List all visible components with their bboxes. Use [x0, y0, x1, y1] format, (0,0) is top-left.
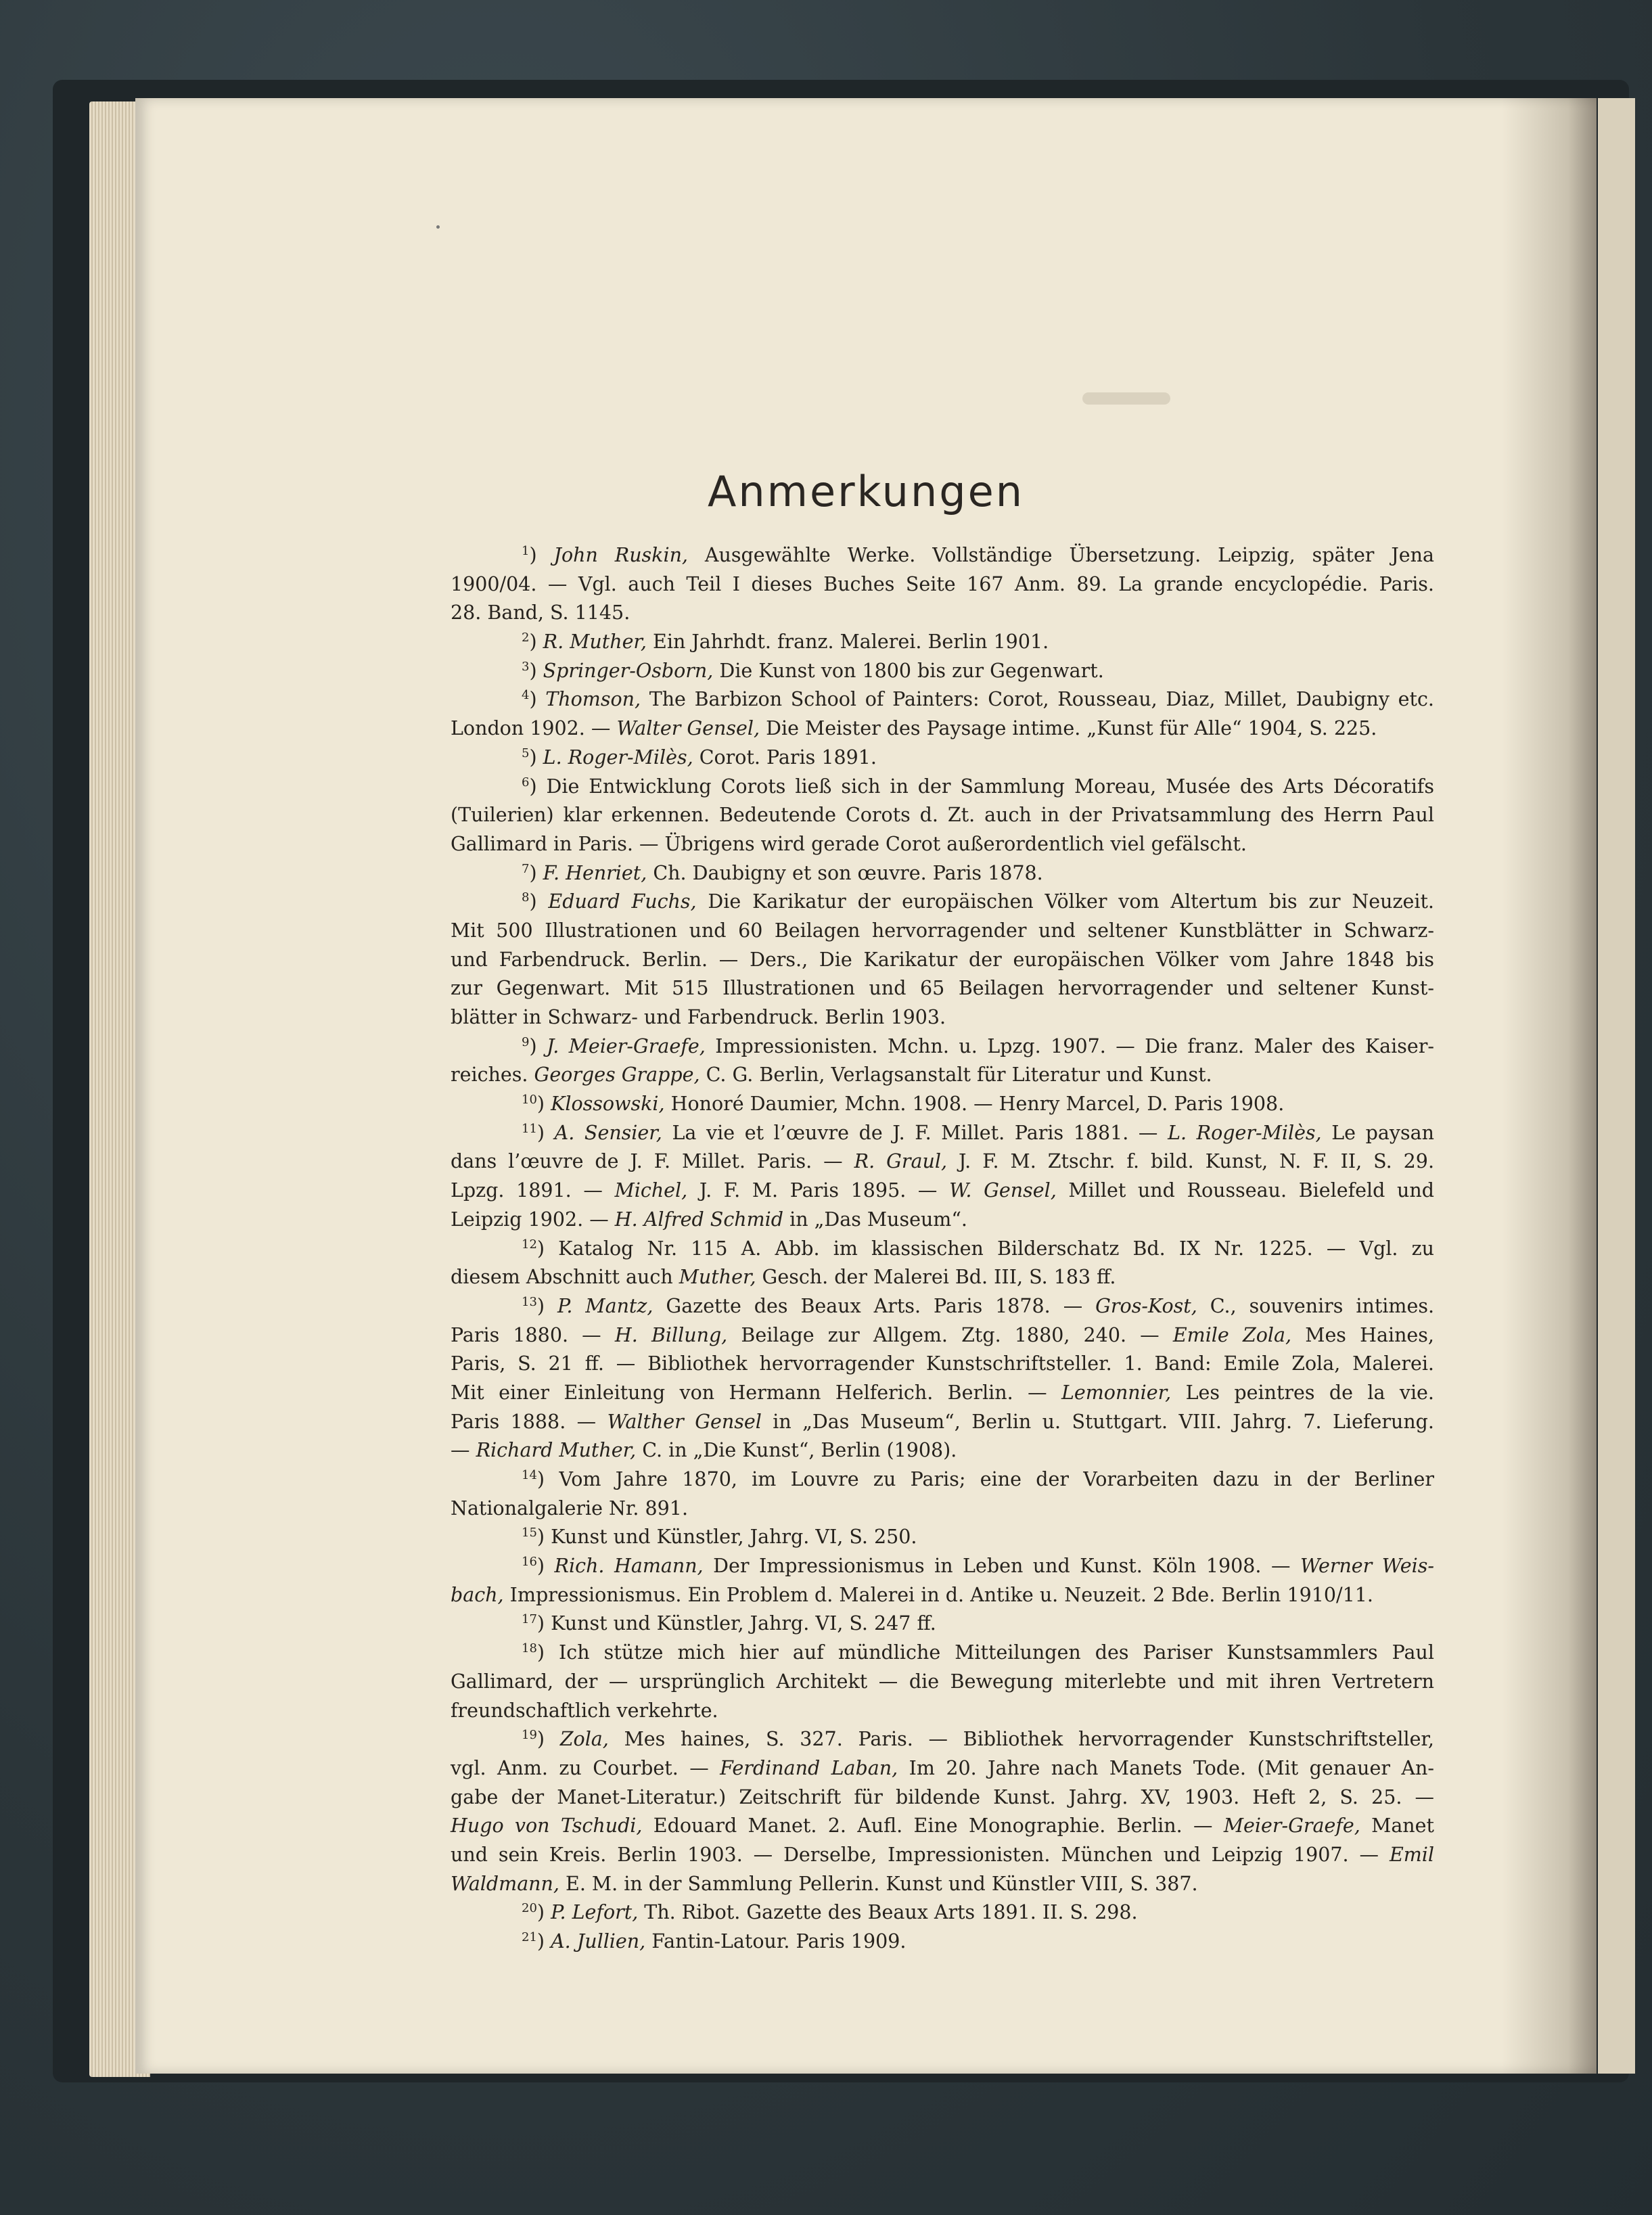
footnote-text: Mit einer Einleitung von Hermann Helferich. Berlin. —	[451, 1381, 1061, 1404]
footnote-text: Mes Haines,	[1291, 1323, 1434, 1346]
footnote-text: Mes haines, S. 327. Paris. — Bibliothek hervorragender Kunstschriftsteller,	[608, 1728, 1434, 1751]
footnote	[451, 657, 1434, 686]
footnote-text: ) Die Entwicklung Corots ließ sich in der Sammlung Moreau, Musée des Arts Décoratifs	[529, 775, 1434, 798]
footnote-line	[451, 1292, 1434, 1321]
footnote-text: Georges Grappe,	[534, 1064, 700, 1087]
footnote-text: E. M. in der Sammlung Pellerin. Kunst und Künstler VIII, S. 387.	[559, 1872, 1198, 1895]
footnote-text: Ch. Daubigny et son œuvre. Paris 1878.	[647, 861, 1043, 884]
footnote-line	[451, 599, 1434, 628]
footnote-number: 21	[522, 1930, 537, 1944]
footnote-text: )	[529, 746, 543, 769]
footnote-text: Waldmann,	[451, 1872, 559, 1895]
footnote-number: 11	[522, 1121, 537, 1136]
footnote-text: Paris 1888. —	[451, 1410, 607, 1433]
footnote-text: Ein Jahrhdt. franz. Malerei. Berlin 1901.	[646, 631, 1049, 654]
footnote-text: gabe der Manet-Literatur.) Zeitschrift für bildende Kunst. Jahrg. XV, 1903. Heft 2, S. 25. —	[451, 1785, 1434, 1808]
footnote-line	[451, 917, 1434, 946]
footnote-text: Gallimard in Paris. — Übrigens wird gerade Corot außerordentlich viel gefälscht.	[451, 832, 1247, 855]
footnote-text: Mit 500 Illustrationen und 60 Beilagen hervorragender und seltener Kunstblätter in Schwarz-	[451, 919, 1434, 942]
footnote-text: Werner Weis-	[1300, 1555, 1434, 1578]
footnote-line	[451, 1639, 1434, 1668]
footnote-line	[451, 859, 1434, 888]
footnote-text: John Ruskin,	[553, 544, 688, 566]
footnote-text: J. F. M. Paris 1895. —	[687, 1179, 950, 1202]
footnote-text: Ferdinand Laban,	[720, 1756, 898, 1779]
footnote-text: )	[529, 688, 546, 711]
footnote-text: Honoré Daumier, Mchn. 1908. — Henry Marcel, D. Paris 1908.	[664, 1093, 1285, 1116]
footnote-line	[451, 1898, 1434, 1927]
footnote-text: C., souvenirs intimes.	[1197, 1294, 1435, 1317]
footnote-line	[451, 1206, 1434, 1235]
footnote-text: Hugo von Tschudi,	[451, 1814, 643, 1837]
footnote-text: Edouard Manet. 2. Aufl. Eine Monographie. Berlin. —	[642, 1814, 1224, 1837]
page-title: Anmerkungen	[707, 467, 1025, 516]
footnote-text: Les peintres de la vie.	[1171, 1381, 1434, 1404]
footnote-line	[451, 1350, 1434, 1379]
footnote-text: Le paysan	[1321, 1121, 1434, 1144]
footnote-text: (Tuilerien) klar erkennen. Bedeutende Corots d. Zt. auch in der Privatsammlung des Herrn Paul	[451, 804, 1434, 827]
footnote-line	[451, 1436, 1434, 1465]
footnote-number: 18	[522, 1641, 537, 1656]
footnote	[451, 773, 1434, 859]
footnote-line	[451, 801, 1434, 830]
footnote-text: reiches.	[451, 1064, 534, 1087]
footnote-text: Zola,	[559, 1728, 609, 1751]
footnote-text: Die Kunst von 1800 bis zur Gegenwart.	[713, 659, 1104, 682]
footnote-text: )	[536, 1294, 557, 1317]
footnote-number: 17	[522, 1612, 537, 1627]
footnote	[451, 1119, 1434, 1235]
footnote-line	[451, 685, 1434, 714]
footnote	[451, 1032, 1434, 1090]
footnote-text: Paris, S. 21 ff. — Bibliothek hervorragender Kunstschriftsteller. 1. Band: Emile Zola, Malerei.	[451, 1352, 1434, 1375]
footnote	[451, 1552, 1434, 1609]
footnote-text: blätter in Schwarz- und Farbendruck. Berlin 1903.	[451, 1006, 946, 1028]
footnote-text: ) Katalog Nr. 115 A. Abb. im klassischen Bilderschatz Bd. IX Nr. 1225. — Vgl. zu	[536, 1237, 1434, 1260]
footnote-text: ) Kunst und Künstler, Jahrg. VI, S. 247 ff.	[536, 1612, 936, 1635]
footnote-text: A. Jullien,	[551, 1930, 646, 1953]
footnote-number: 15	[522, 1526, 537, 1540]
footnote-line	[451, 1119, 1434, 1148]
footnotes-list	[451, 541, 1434, 1957]
footnote-line	[451, 744, 1434, 773]
footnote	[451, 541, 1434, 628]
footnote-text: Fantin-Latour. Paris 1909.	[645, 1930, 907, 1953]
footnote-text: )	[536, 1901, 551, 1924]
page-gutter-shadow	[1502, 98, 1597, 2074]
page-smudge	[1082, 392, 1170, 405]
footnote-line	[451, 1263, 1434, 1292]
footnote-number: 13	[522, 1294, 537, 1309]
footnote-text: und Farbendruck. Berlin. — Ders., Die Karikatur der europäischen Völker vom Jahre 1848 bis	[451, 948, 1434, 971]
footnote-text: Klossowski,	[551, 1093, 665, 1116]
footnote-line	[451, 570, 1434, 599]
footnote-text: P. Mantz,	[557, 1294, 653, 1317]
footnote-line	[451, 1754, 1434, 1783]
footnote-line	[451, 1609, 1434, 1639]
footnote-line	[451, 1177, 1434, 1206]
footnote-text: dans l’œuvre de J. F. Millet. Paris. —	[451, 1150, 854, 1173]
footnote-line	[451, 1523, 1434, 1552]
footnote-text: F. Henriet,	[543, 861, 647, 884]
footnote-text: Walter Gensel,	[616, 717, 760, 740]
footnote-text: ) Kunst und Künstler, Jahrg. VI, S. 250.	[536, 1526, 917, 1549]
footnote	[451, 1235, 1434, 1292]
footnote-line	[451, 1783, 1434, 1812]
footnote-text: )	[536, 1121, 555, 1144]
footnote-number: 9	[522, 1034, 530, 1049]
footnote-text: Ausgewählte Werke. Vollständige Übersetzung. Leipzig, später Jena	[687, 544, 1435, 566]
footnote-text: Thomson,	[545, 688, 641, 711]
footnote-text: Meier-Graefe,	[1223, 1814, 1360, 1837]
footnote-line	[451, 1581, 1434, 1610]
footnote-text: Gallimard, der — ursprünglich Architekt — die Bewegung miterlebte und mit ihren Vertretern	[451, 1670, 1434, 1693]
footnote-line	[451, 1841, 1434, 1870]
footnote-text: Die Meister des Paysage intime. „Kunst für Alle“ 1904, S. 225.	[760, 717, 1377, 740]
footnote-line	[451, 657, 1434, 686]
footnote-line	[451, 1235, 1434, 1264]
footnote-number: 4	[522, 688, 530, 703]
footnote-text: und sein Kreis. Berlin 1903. — Derselbe, Impressionisten. München und Leipzig 1907. —	[451, 1843, 1390, 1866]
footnote-text: Emile Zola,	[1172, 1323, 1292, 1346]
footnote-text: 1900/04. — Vgl. auch Teil I dieses Buches Seite 167 Anm. 89. La grande encyclopédie. Paris.	[451, 572, 1434, 595]
footnote-text: London 1902. —	[451, 717, 617, 740]
footnote	[451, 1090, 1434, 1119]
footnote-number: 5	[522, 746, 530, 760]
footnote	[451, 888, 1434, 1032]
footnote-text: P. Lefort,	[551, 1901, 639, 1924]
footnote-line	[451, 628, 1434, 657]
footnote-text: C. G. Berlin, Verlagsanstalt für Literatur und Kunst.	[699, 1064, 1212, 1087]
footnote-text: Der Impressionismus in Leben und Kunst. Köln 1908. —	[703, 1555, 1300, 1578]
footnote-text: Emil	[1389, 1843, 1434, 1866]
footnote-text: ) Vom Jahre 1870, im Louvre zu Paris; eine der Vorarbeiten dazu in der Berliner	[536, 1468, 1434, 1490]
footnote-text: L. Roger-Milès,	[543, 746, 693, 769]
footnote-text: H. Billung,	[614, 1323, 728, 1346]
footnote-line	[451, 1870, 1434, 1899]
footnote-number: 10	[522, 1093, 537, 1108]
footnote-text: Die Karikatur der europäischen Völker vom Altertum bis zur Neuzeit.	[696, 890, 1434, 913]
footnote-text: bach,	[451, 1583, 504, 1606]
footnote-number: 20	[522, 1901, 537, 1916]
footnote-text: Rich. Hamann,	[554, 1555, 704, 1578]
footnote-line	[451, 1408, 1434, 1437]
footnote-line	[451, 830, 1434, 859]
footnote-text: The Barbizon School of Painters: Corot, Rousseau, Diaz, Millet, Daubigny etc.	[641, 688, 1434, 711]
footnote-text: diesem Abschnitt auch	[451, 1266, 679, 1289]
footnote	[451, 1639, 1434, 1725]
footnote-text: W. Gensel,	[949, 1179, 1057, 1202]
footnote	[451, 1609, 1434, 1639]
footnote-text: Walther Gensel	[607, 1410, 762, 1433]
footnote	[451, 1725, 1434, 1898]
footnote-line	[451, 1668, 1434, 1697]
footnote-number: 16	[522, 1555, 537, 1570]
footnote-text: Lemonnier,	[1061, 1381, 1172, 1404]
footnote-text: R. Graul,	[854, 1150, 948, 1173]
footnote-text: Im 20. Jahre nach Manets Tode. (Mit genauer An-	[898, 1756, 1434, 1779]
footnote-line	[451, 1812, 1434, 1841]
footnote-text: Manet	[1360, 1814, 1434, 1837]
footnote-text: —	[451, 1439, 476, 1462]
footnote-text: J. F. M. Ztschr. f. bild. Kunst, N. F. II, S. 29.	[947, 1150, 1435, 1173]
footnote-text: Leipzig 1902. —	[451, 1208, 615, 1231]
footnote-line	[451, 1321, 1434, 1350]
footnote-text: C. in „Die Kunst“, Berlin (1908).	[636, 1439, 957, 1462]
footnote-text: Beilage zur Allgem. Ztg. 1880, 240. —	[727, 1323, 1173, 1346]
footnote-text: Richard Muther,	[476, 1439, 637, 1462]
footnote-line	[451, 1003, 1434, 1032]
footnote-text: Muther,	[679, 1266, 756, 1289]
footnote-text: Corot. Paris 1891.	[693, 746, 877, 769]
footnote-text: )	[529, 544, 554, 566]
footnote-line	[451, 1147, 1434, 1177]
footnote-text: vgl. Anm. zu Courbet. —	[451, 1756, 720, 1779]
footnote-text: )	[536, 1555, 555, 1578]
footnote-number: 1	[522, 544, 530, 558]
footnote-number: 19	[522, 1728, 537, 1743]
footnote-text: Impressionisten. Mchn. u. Lpzg. 1907. — Die franz. Maler des Kaiser-	[705, 1034, 1435, 1057]
footnote-text: L. Roger-Milès,	[1168, 1121, 1322, 1144]
footnote-text: Lpzg. 1891. —	[451, 1179, 615, 1202]
footnote	[451, 1927, 1434, 1957]
footnote-text: )	[529, 659, 543, 682]
footnote-line	[451, 1090, 1434, 1119]
footnote-text: freundschaftlich verkehrte.	[451, 1699, 718, 1722]
footnote-line	[451, 1552, 1434, 1581]
footnote-number: 7	[522, 861, 530, 876]
footnote-number: 12	[522, 1237, 537, 1252]
footnote-text: )	[529, 861, 543, 884]
footnote-text: 28. Band, S. 1145.	[451, 601, 630, 624]
footnote-line	[451, 541, 1434, 570]
footnote-text: )	[536, 1728, 560, 1751]
footnote-line	[451, 714, 1434, 744]
footnote-line	[451, 1379, 1434, 1408]
footnote-text: A. Sensier,	[554, 1121, 662, 1144]
footnote-text: Nationalgalerie Nr. 891.	[451, 1497, 689, 1520]
footnote-text: Michel,	[614, 1179, 688, 1202]
footnote-text: zur Gegenwart. Mit 515 Illustrationen und 65 Beilagen hervorragender und seltener Kunst-	[451, 977, 1434, 1000]
footnote-text: ) Ich stütze mich hier auf mündliche Mitteilungen des Pariser Kunstsammlers Paul	[536, 1641, 1434, 1664]
footnote	[451, 859, 1434, 888]
footnote-text: in „Das Museum“.	[783, 1208, 967, 1231]
footnote-number: 3	[522, 659, 530, 674]
footnote-text: Paris 1880. —	[451, 1323, 615, 1346]
footnote	[451, 1898, 1434, 1927]
footnote-line	[451, 1061, 1434, 1090]
footnote-text: )	[529, 1034, 547, 1057]
footnote-number: 8	[522, 890, 530, 905]
footnote-line	[451, 1725, 1434, 1754]
footnote	[451, 1292, 1434, 1465]
footnote-text: R. Muther,	[543, 631, 647, 654]
footnote-line	[451, 1697, 1434, 1726]
footnote-text: Impressionismus. Ein Problem d. Malerei in d. Antike u. Neuzeit. 2 Bde. Berlin 1910/11.	[503, 1583, 1373, 1606]
footnote-text: Springer-Osborn,	[543, 659, 714, 682]
footnote-text: La vie et l’œuvre de J. F. Millet. Paris 1881. —	[662, 1121, 1168, 1144]
footnote-text: in „Das Museum“, Berlin u. Stuttgart. VIII. Jahrg. 7. Lieferung.	[761, 1410, 1434, 1433]
footnote-line	[451, 888, 1434, 917]
footnote-line	[451, 773, 1434, 802]
footnote-text: J. Meier-Graefe,	[547, 1034, 706, 1057]
footnote-line	[451, 946, 1434, 975]
footnote-line	[451, 1494, 1434, 1524]
footnote-text: Eduard Fuchs,	[548, 890, 697, 913]
footnote-text: )	[536, 1930, 551, 1953]
footnote-text: Gros-Kost,	[1095, 1294, 1197, 1317]
footnote-text: )	[529, 631, 543, 654]
footnote	[451, 628, 1434, 657]
footnote-text: Th. Ribot. Gazette des Beaux Arts 1891. II. S. 298.	[638, 1901, 1138, 1924]
footnote-line	[451, 1927, 1434, 1957]
footnote-text: Millet und Rousseau. Bielefeld und	[1056, 1179, 1434, 1202]
facing-page-edge	[1598, 98, 1635, 2074]
footnote-text: H. Alfred Schmid	[614, 1208, 784, 1231]
footnote	[451, 1465, 1434, 1523]
footnote	[451, 744, 1434, 773]
footnote	[451, 1523, 1434, 1552]
footnote-number: 2	[522, 631, 530, 645]
footnote-number: 6	[522, 775, 530, 790]
footnote-text: )	[529, 890, 549, 913]
footnote-text: Gazette des Beaux Arts. Paris 1878. —	[653, 1294, 1096, 1317]
footnote-text: )	[536, 1093, 551, 1116]
footnote-line	[451, 974, 1434, 1003]
footnote-number: 14	[522, 1468, 537, 1482]
footnote-line	[451, 1032, 1434, 1061]
footnote	[451, 685, 1434, 743]
footnote-line	[451, 1465, 1434, 1494]
dust-speck	[436, 225, 440, 229]
footnote-text: Gesch. der Malerei Bd. III, S. 183 ff.	[756, 1266, 1116, 1289]
